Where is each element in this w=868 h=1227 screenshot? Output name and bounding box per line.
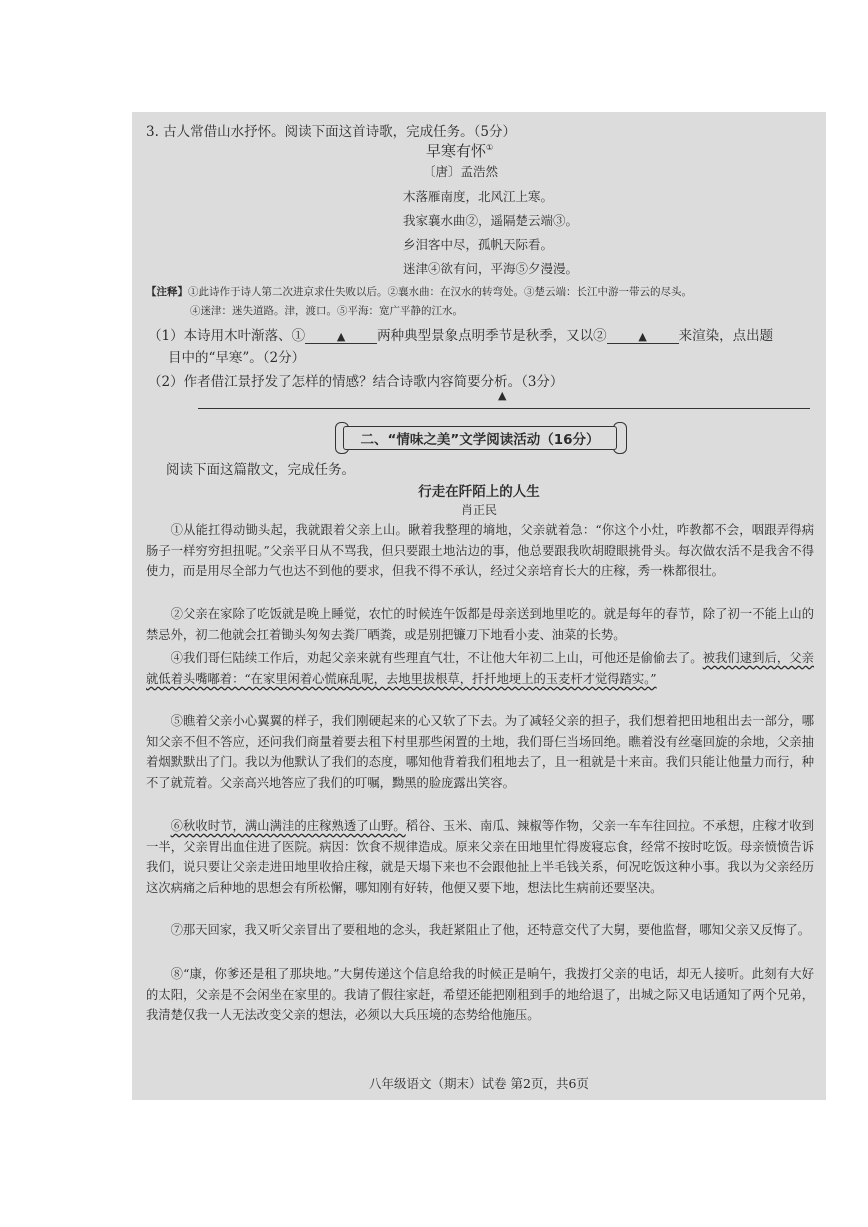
poem-title-note-mark: ①	[486, 143, 494, 152]
essay-paragraph-6: ⑦那天回家，我又听父亲冒出了要租地的念头，我赶紧阻止了他，还特意交代了大舅，要他监督，哪知父亲又反悔了。	[170, 923, 811, 937]
poem-notes-row-1	[146, 284, 692, 299]
essay-title: 行走在阡陌上的人生	[418, 484, 540, 500]
notes-label: 【注释】	[146, 286, 188, 298]
sub1-part-b: 两种典型景象点明季节是秋季，又以②	[377, 328, 607, 344]
section-banner	[333, 418, 629, 454]
answer-triangle-icon: ▲	[498, 389, 507, 402]
poem-line-3: 乡泪客中尽，孤帆天际看。	[403, 237, 554, 252]
poem-line-2: 我家襄水曲②，遥隔楚云端③。	[403, 213, 579, 228]
question-3-stem: 3. 古人常借山水抒怀。阅读下面这首诗歌，完成任务。（5分）	[146, 124, 517, 140]
essay-paragraph-7: ⑧“康，你爹还是租了那块地。”大舅传递这个信息给我的时候正是晌午，我拨打父亲的电话，却无人接听。此刻有大好的太阳，父亲是不会闲坐在家里的。我请了假往家赶，希望还能把刚租到手的地给退了，出城之际又电话通知了两个兄弟，我清楚仅我一人无法改变父亲的想法，必须以大兵压境的态势给他施压。	[146, 967, 814, 1023]
poem-notes-row-2: ④迷津：迷失道路。津，渡口。⑤平海：宽广平静的江水。	[190, 305, 463, 317]
sub1-part-a: （1）本诗用木叶渐落、①	[148, 328, 306, 344]
sub-question-2: （2）作者借江景抒发了怎样的情感？结合诗歌内容简要分析。（3分）	[148, 374, 564, 390]
notes-text-1: ①此诗作于诗人第二次进京求仕失败以后。②襄水曲：在汉水的转弯处。③楚云端：长江中游一带云的尽头。	[188, 286, 692, 298]
answer-blank-2[interactable]	[607, 331, 679, 344]
essay-paragraph-2: ②父亲在家除了吃饭就是晚上睡觉，农忙的时候连午饭都是母亲送到地里吃的。就是每年的春节，除了初一不能上山的禁忌外，初二他就会扛着锄头匆匆去粪厂晒粪，或是别把镰刀下地看小麦、油菜的长势。	[146, 607, 814, 642]
sub-question-1-cont: 目中的“早寒”。（2分）	[168, 350, 306, 366]
poem-title-text: 早寒有怀	[426, 142, 487, 160]
essay-paragraph-1: ①从能扛得动锄头起，我就跟着父亲上山。瞅着我整理的墒地，父亲就着急：“你这个小灶，咋教都不会，咽跟弄得病肠子一样穷穷担扭呢。”父亲平日从不骂我，但只要跟土地沾边的事，他总要跟我吹胡瞪眼挑骨头。每次做农活不是我舍不得使力，而是用尽全部力气也达不到他的要求，但我不得不承认，经过父亲培育长大的庄稼，秀一株都很壮。	[146, 523, 814, 579]
sub1-part-c: 来渲染，点出题	[678, 328, 774, 344]
essay-paragraph-5b: 稻谷、玉米、南瓜、辣椒等作物，父亲一车车往回拉。不承想，庄稼才收到一半，父亲胃出血住进了医院。病因：饮食不规律造成。原来父亲在田地里忙得废寝忘食，经常不按时吃饭。母亲愤愤告诉我们，说只要让父亲走进田地里收拾庄稼，就是天塌下来也不会跟他扯上半毛钱关系，何况吃饭这种小事。我以为父亲经历这次病痛之后种地的思想会有所松懈，哪知刚有好转，他便又要下地，想法比生病前还要坚决。	[146, 819, 814, 895]
exam-paper-page	[132, 112, 826, 1100]
poem-title	[426, 140, 493, 161]
essay-paragraph-3	[146, 648, 814, 689]
poem-line-4: 迷津④欲有问，平海⑤夕漫漫。	[403, 261, 579, 276]
essay-author: 肖正民	[460, 503, 497, 517]
answer-blank-1[interactable]	[305, 331, 377, 344]
sub-question-1	[148, 324, 773, 344]
essay-paragraph-4: ⑤瞧着父亲小心翼翼的样子，我们刚硬起来的心又软了下去。为了减轻父亲的担子，我们想着把田地租出去一部分，哪知父亲不但不答应，还问我们商量着要去租下村里那些闲置的土地，我们哥仨当场回绝。瞧着没有丝毫回旋的余地，父亲抽着烟默默出了门。我以为他默认了我们的态度，哪知他背着我们租地去了，且一租就是十来亩。我们只能让他量力而行，种不了就荒着。父亲高兴地答应了我们的叮嘱，黝黑的脸庞露出笑容。	[146, 714, 814, 790]
section-2-title: 二、“情味之美”文学阅读活动（16分）	[343, 426, 617, 450]
poem-line-1: 木落雁南度，北风江上寒。	[403, 189, 554, 204]
essay-paragraph-3a: ④我们哥仨陆续工作后，劝起父亲来就有些理直气壮，不让他大年初二上山，可他还是偷偷去了。	[170, 651, 703, 665]
reading-instruction: 阅读下面这篇散文，完成任务。	[166, 462, 355, 478]
poem-author: 〔唐〕孟浩然	[423, 164, 499, 179]
essay-paragraph-5	[146, 816, 814, 898]
blank-triangle-icon: ▲	[336, 330, 346, 343]
blank-triangle-icon: ▲	[638, 330, 647, 343]
essay-paragraph-5-underlined: ⑥秋收时节，满山满洼的庄稼熟透了山野。	[170, 819, 406, 833]
answer-line[interactable]	[198, 408, 810, 409]
page-footer: 八年级语文（期末）试卷 第2页，共6页	[369, 1076, 589, 1091]
essay-paragraph-3-underlined: 被我们逮到后，父亲就低着头嘴嘟着：“在家里闲着心慌麻乱呢，去地里拔根草，扦扦地埂上的玉麦杆才觉得踏实。”	[146, 651, 814, 686]
